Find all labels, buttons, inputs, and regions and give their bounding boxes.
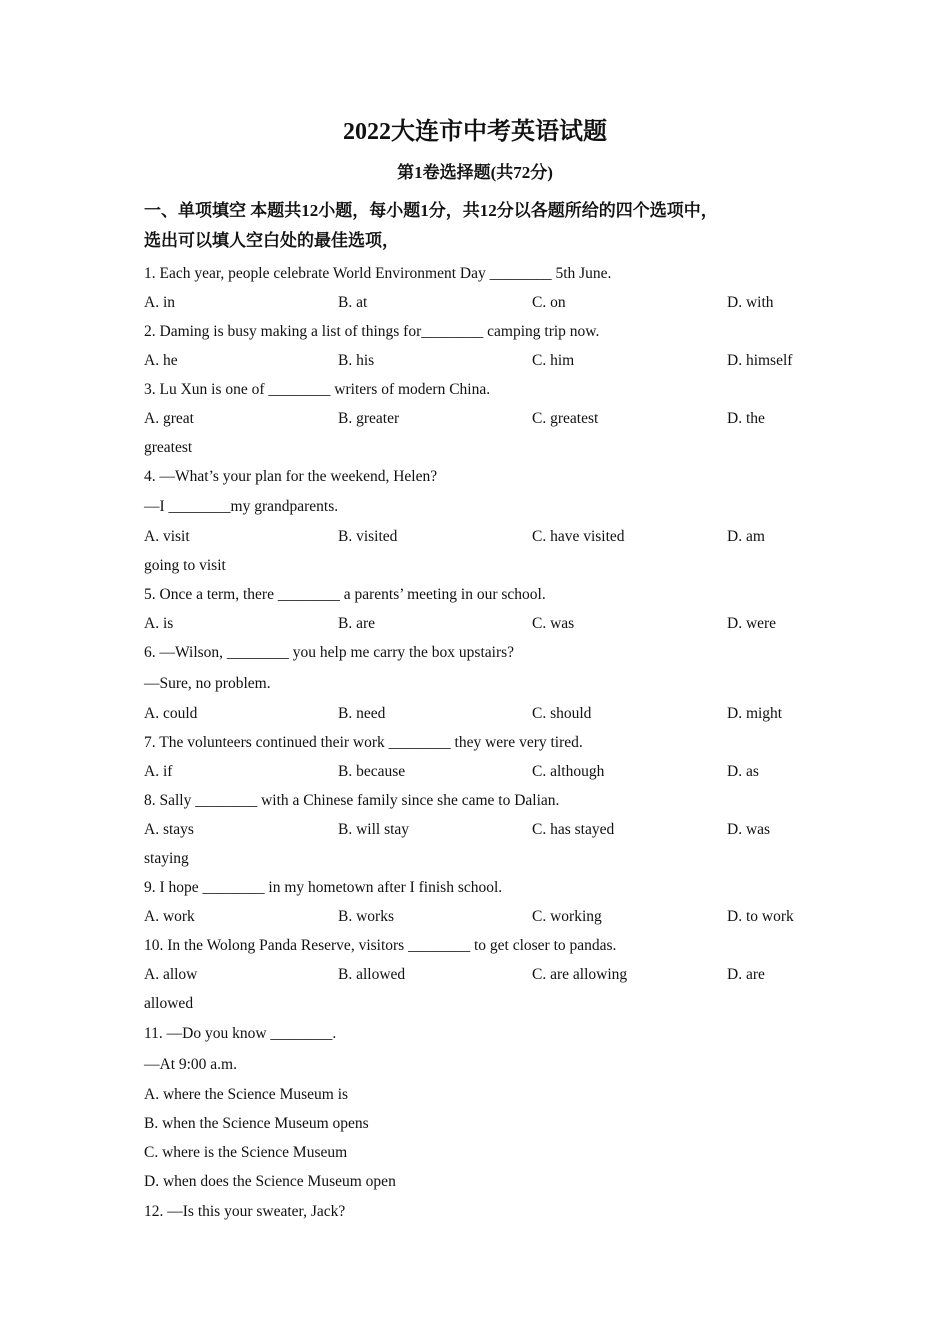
option-b: B. his [338,352,375,369]
option-d: D. were [727,615,777,632]
question-dialogue-reply: —Sure, no problem. [144,675,271,692]
option-d: D. am [727,528,765,545]
option-a: A. stays [144,821,194,838]
option-a: A. in [144,294,175,311]
option-a: A. visit [144,528,190,545]
option-d-continuation: going to visit [144,557,226,574]
question-options [144,346,824,375]
option-a: A. great [144,410,194,427]
option-c: C. him [532,352,575,369]
option-d: D. himself [727,352,793,369]
question-options [144,699,824,728]
section-heading-line-2: 选出可以填人空白处的最佳选项， [144,231,399,250]
option-c: C. greatest [532,410,599,427]
question-options [144,757,824,786]
question-options [144,902,824,931]
option-d-continuation: allowed [144,995,194,1012]
option-c: C. are allowing [532,966,628,983]
option-b: B. need [338,705,386,722]
question-options [144,815,824,844]
option-a: A. he [144,352,178,369]
section-heading [144,196,824,256]
question-stem: 9. I hope ________ in my hometown after I finish school. [144,879,503,896]
option-a: A. allow [144,966,198,983]
question-stem: 5. Once a term, there ________ a parents’ meeting in our school. [144,586,546,603]
question-stem: 6. —Wilson, ________ you help me carry the box upstairs? [144,644,515,661]
option-b: B. allowed [338,966,406,983]
option-d: D. might [727,705,783,722]
question-stem: 11. —Do you know ________. [144,1025,337,1042]
option-a: A. where the Science Museum is [144,1086,349,1103]
option-b: B. works [338,908,394,925]
option-d: D. was [727,821,771,838]
option-c: C. working [532,908,602,925]
question-options [144,960,824,989]
option-d-continuation: staying [144,850,189,867]
option-a: A. if [144,763,173,780]
option-b: B. will stay [338,821,410,838]
option-d: D. as [727,763,759,780]
option-d: D. with [727,294,774,311]
option-b: B. visited [338,528,398,545]
question-options [144,288,824,317]
option-c: C. was [532,615,575,632]
option-b: B. because [338,763,406,780]
option-b: B. are [338,615,376,632]
question-options [144,609,824,638]
question-dialogue-reply: —At 9:00 a.m. [144,1056,237,1073]
option-d: D. the [727,410,765,427]
option-c: C. should [532,705,592,722]
section-heading-line-1: 一、单项填空 本题共12小题，每小题1分，共12分以各题所给的四个选项中， [144,201,718,220]
question-list [144,259,824,1226]
option-a: A. could [144,705,198,722]
option-d: D. are [727,966,765,983]
option-b: B. at [338,294,368,311]
part-subtitle: 第1卷选择题(共72分) [397,163,553,182]
question-stem: 3. Lu Xun is one of ________ writers of modern China. [144,381,491,398]
exam-title: 2022大连市中考英语试题 [343,119,607,145]
option-d: D. when does the Science Museum open [144,1173,396,1190]
question-stem: 4. —What’s your plan for the weekend, Helen? [144,468,438,485]
option-c: C. have visited [532,528,625,545]
question-dialogue-reply: —I ________my grandparents. [144,498,339,515]
question-stem: 2. Daming is busy making a list of things for________ camping trip now. [144,323,600,340]
question-options [144,522,824,551]
question-stem: 8. Sally ________ with a Chinese family since she came to Dalian. [144,792,560,809]
option-c: C. although [532,763,605,780]
question-stem: 10. In the Wolong Panda Reserve, visitors ________ to get closer to pandas. [144,937,617,954]
option-d-continuation: greatest [144,439,193,456]
option-d: D. to work [727,908,794,925]
option-b: B. when the Science Museum opens [144,1115,369,1132]
option-c: C. where is the Science Museum [144,1144,348,1161]
question-stem: 1. Each year, people celebrate World Environment Day ________ 5th June. [144,265,612,282]
option-c: C. has stayed [532,821,615,838]
question-options [144,404,824,433]
option-a: A. work [144,908,195,925]
option-c: C. on [532,294,566,311]
question-stem: 12. —Is this your sweater, Jack? [144,1203,346,1220]
question-stem: 7. The volunteers continued their work ________ they were very tired. [144,734,583,751]
option-a: A. is [144,615,174,632]
option-b: B. greater [338,410,400,427]
